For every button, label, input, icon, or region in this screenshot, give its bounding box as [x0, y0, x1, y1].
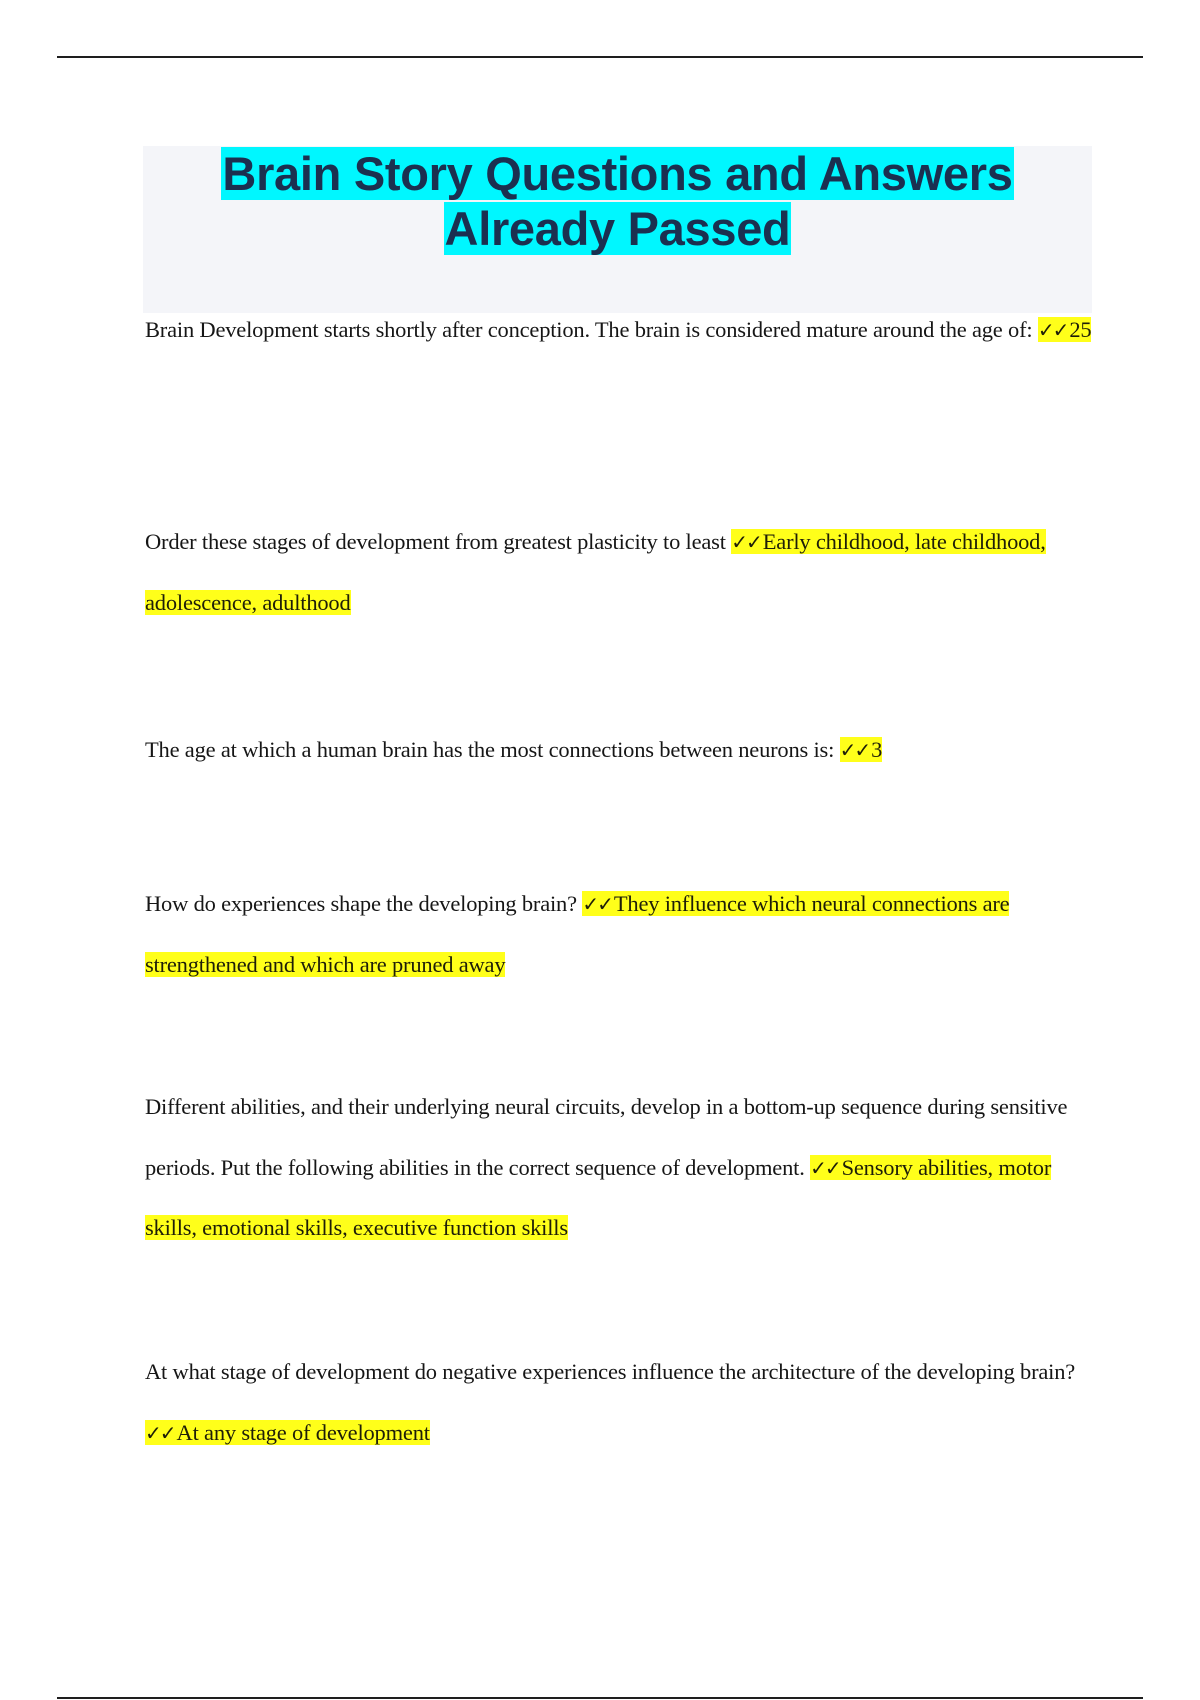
answer-text: At any stage of development	[176, 1419, 430, 1445]
double-check-icon: ✓✓	[582, 892, 612, 916]
qa-item-5	[145, 1077, 1095, 1259]
double-check-icon: ✓✓	[145, 1420, 175, 1445]
answer-highlight	[1038, 317, 1092, 342]
question-text: Brain Development starts shortly after conception. The brain is considered mature around the age of:	[145, 317, 1033, 342]
answer-highlight	[145, 1420, 430, 1445]
answer-text: Sensory abilities, motor skills, emotional skills, executive function skills	[145, 1154, 1052, 1240]
qa-item-1	[145, 300, 1091, 361]
answer-highlight	[840, 737, 883, 762]
qa-item-4	[145, 874, 1095, 995]
double-check-icon: ✓✓	[810, 1155, 840, 1180]
answer-text: 3	[871, 737, 883, 762]
double-check-icon: ✓✓	[1037, 318, 1068, 342]
question-text: The age at which a human brain has the most connections between neurons is:	[145, 737, 835, 762]
answer-text: 25	[1069, 317, 1092, 342]
title-line-2: Already Passed	[444, 202, 791, 255]
question-text: Different abilities, and their underlying neural circuits, develop in a bottom-up sequence during sensitive periods. Put the following abilities in the correct sequence of development.	[145, 1094, 1068, 1180]
qa-item-6	[145, 1342, 1095, 1463]
title-line-1: Brain Story Questions and Answers	[222, 147, 1013, 200]
double-check-icon: ✓✓	[731, 530, 761, 554]
question-text: How do experiences shape the developing brain?	[145, 891, 577, 916]
answer-text: Early childhood, late childhood, adolescence, adulthood	[145, 529, 1046, 615]
header-rule	[57, 56, 1143, 58]
footer-rule	[57, 1697, 1143, 1699]
document-title	[143, 146, 1092, 256]
question-text: At what stage of development do negative experiences influence the architecture of the developing brain?	[145, 1359, 1076, 1384]
qa-item-2	[145, 512, 1095, 633]
double-check-icon: ✓✓	[839, 738, 870, 762]
question-text: Order these stages of development from greatest plasticity to least	[145, 529, 726, 554]
answer-text: They influence which neural connections are strengthened and which are pruned away	[145, 891, 1010, 977]
qa-item-3	[145, 720, 882, 781]
title-block	[143, 146, 1092, 313]
